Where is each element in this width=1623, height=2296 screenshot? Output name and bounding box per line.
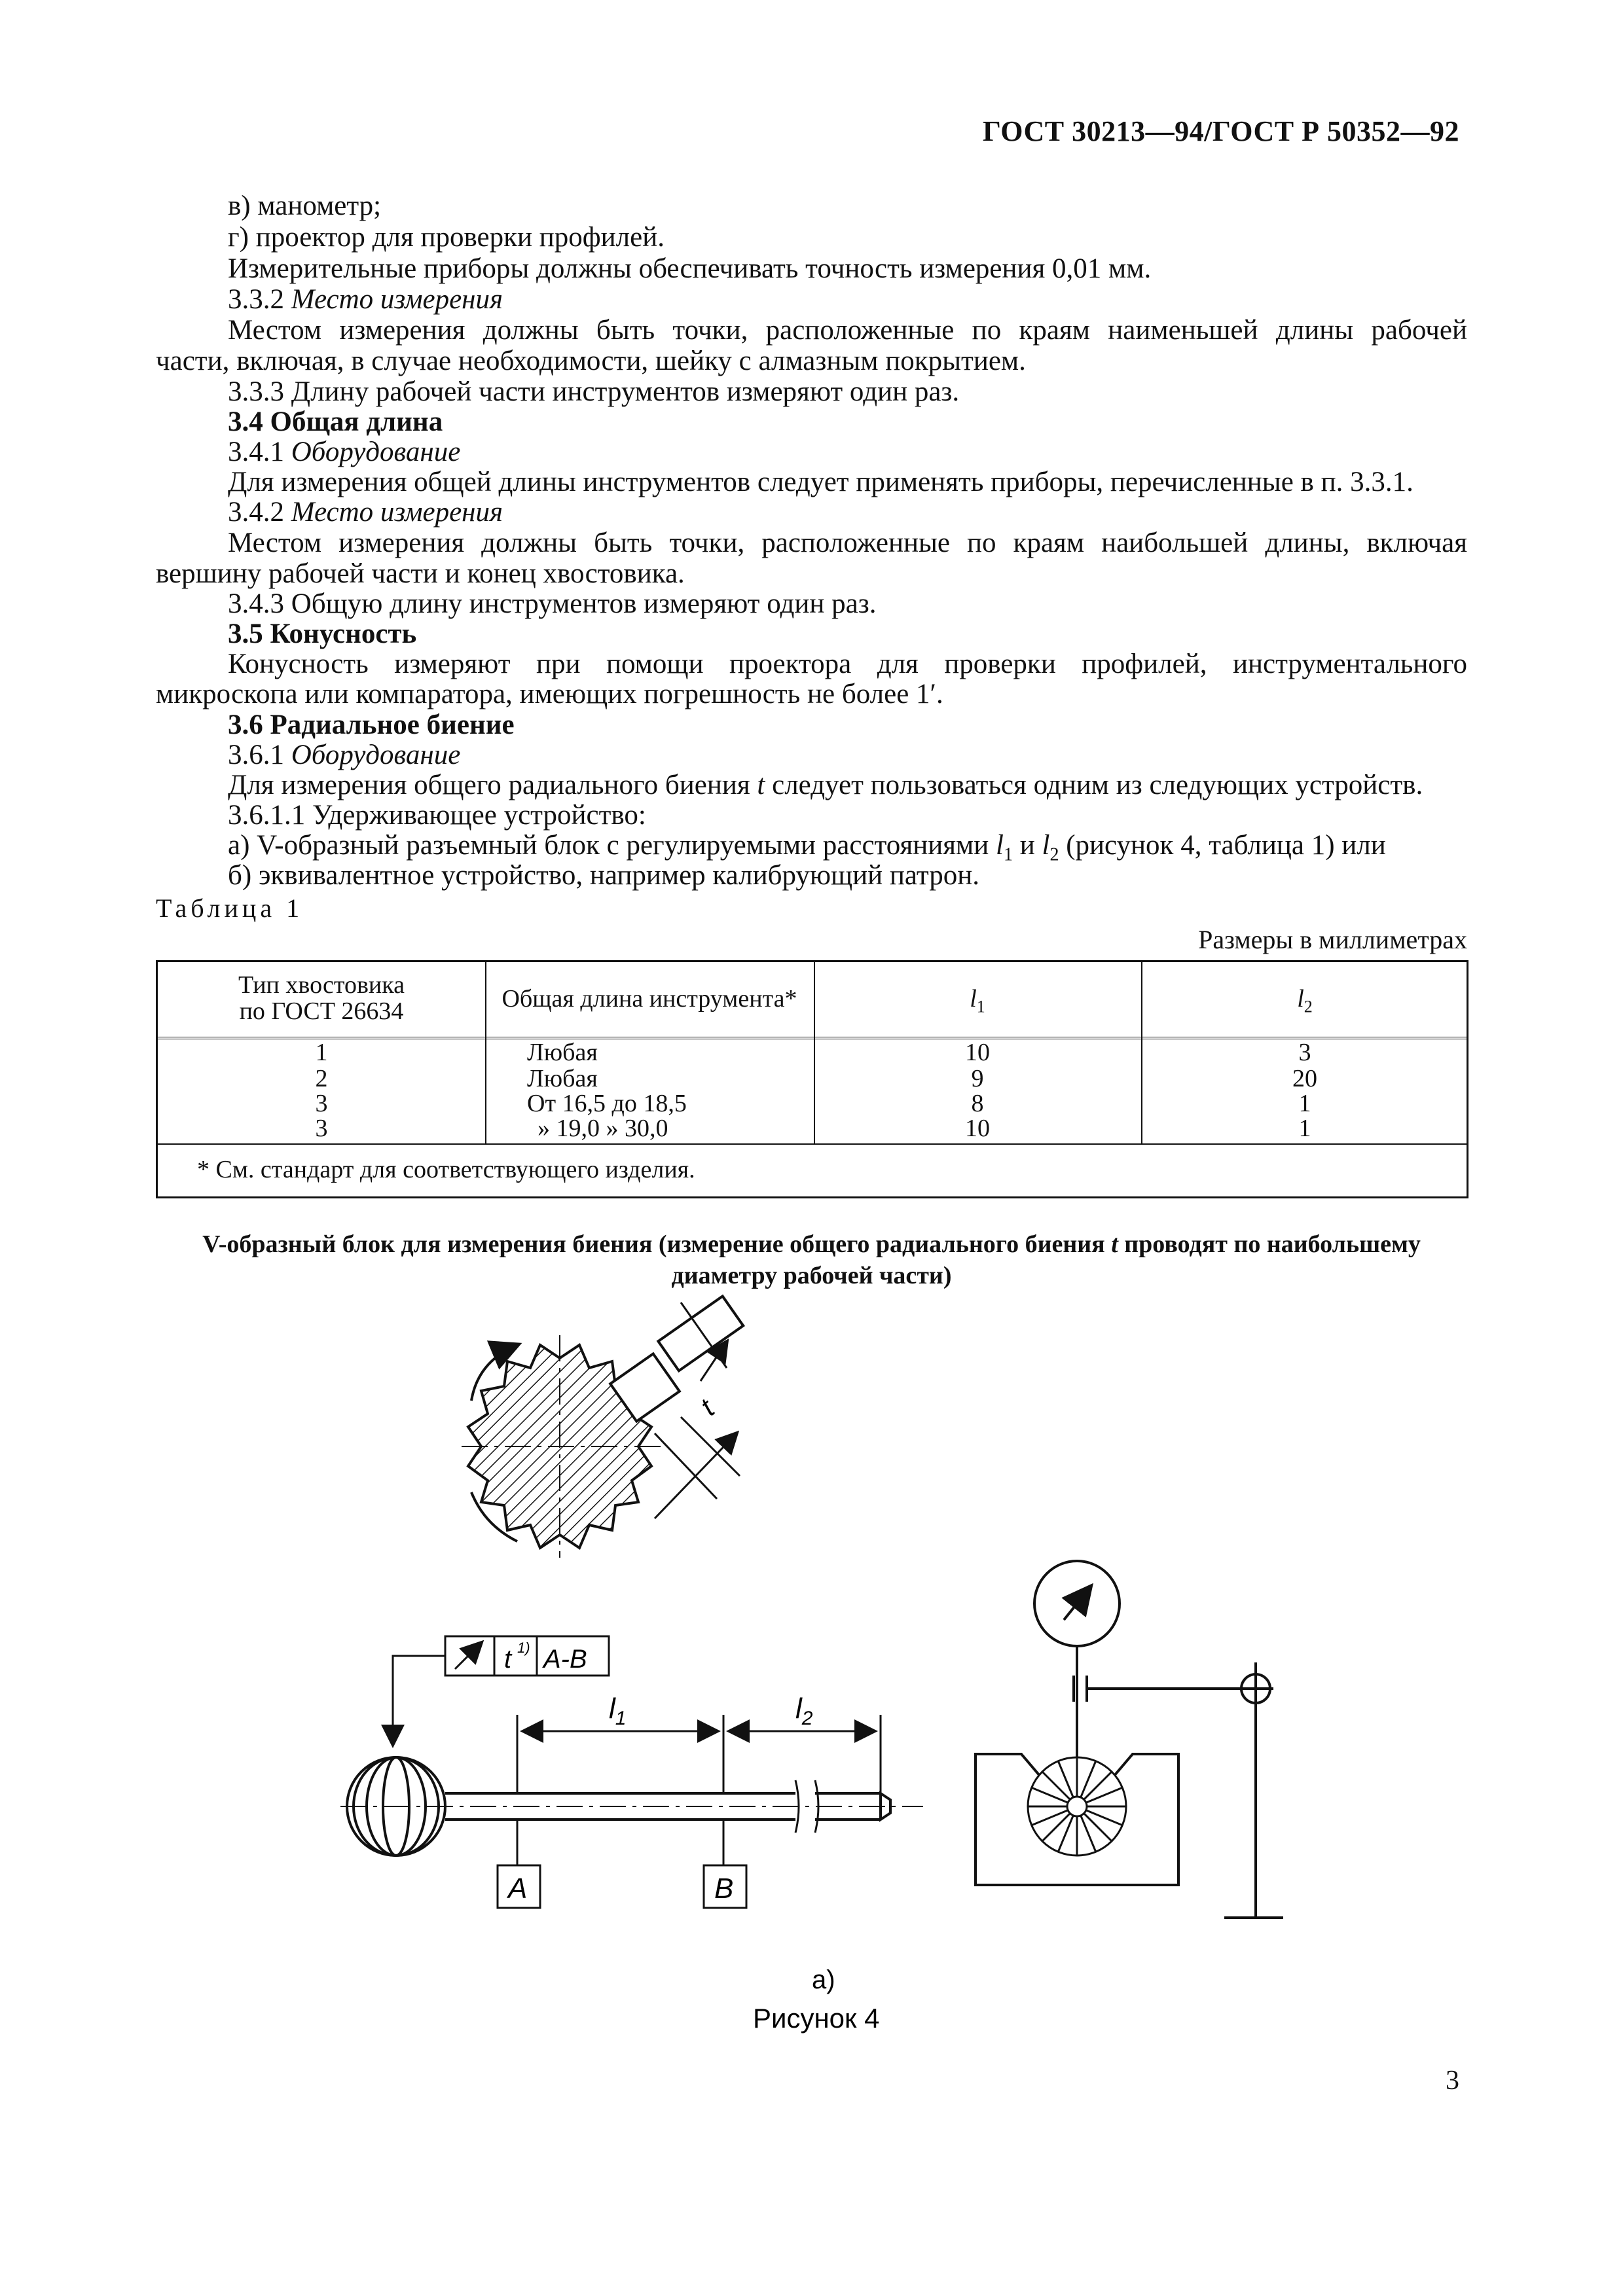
text-line: б) эквивалентное устройство, например калибрующий патрон. <box>228 860 979 891</box>
page-number: 3 <box>1446 2066 1459 2096</box>
section-number: 3.4.2 <box>228 497 284 528</box>
subscript: 2 <box>1049 844 1059 865</box>
cell-type: 3 <box>315 1115 328 1142</box>
section-heading-3-4: 3.4 Общая длина <box>228 406 443 437</box>
cell-length: Любая <box>527 1039 598 1066</box>
section-title: Место измерения <box>291 284 503 315</box>
header-text: l <box>970 985 977 1013</box>
runout-dimension <box>655 1342 740 1518</box>
table-units: Размеры в миллиметрах <box>1198 925 1467 954</box>
variable-t: t <box>757 770 765 800</box>
datum-markers <box>498 1820 746 1908</box>
header-text: Тип хвостовика <box>238 971 405 999</box>
text-line: Измерительные приборы должны обеспечивать точность измерения 0,01 мм. <box>228 253 1152 284</box>
section-title: Оборудование <box>291 437 461 467</box>
variable-l1: l <box>996 830 1004 861</box>
caption-text: проводят по наибольшему <box>1118 1230 1421 1258</box>
caption-variable: t <box>1111 1230 1118 1258</box>
cell-l1: 8 <box>971 1090 984 1117</box>
text-line: микроскопа или компаратора, имеющих погрешность не более 1′. <box>156 679 943 709</box>
shank-holder <box>610 1296 743 1421</box>
dim-l2-label: $l_2$ <box>795 1693 813 1729</box>
cell-type: 3 <box>315 1090 328 1117</box>
section-number: 3.3.2 <box>228 284 284 315</box>
sub-label-a: а) <box>812 1965 835 1994</box>
variable-l2: l <box>1042 830 1050 861</box>
runout-t-label: t <box>694 1393 720 1422</box>
length-dimensions <box>517 1715 881 1793</box>
text-line: 3.4.3 Общую длину инструментов измеряют один раз. <box>228 588 877 619</box>
cell-l2: 3 <box>1298 1039 1311 1066</box>
section-title: Место измерения <box>291 497 503 528</box>
cell-l1: 9 <box>971 1065 984 1092</box>
subscript: 1 <box>976 997 985 1016</box>
subscript: 1 <box>1003 844 1013 865</box>
cell-length: От 16,5 до 18,5 <box>527 1090 687 1117</box>
rotary-bur-end-view <box>1028 1757 1126 1856</box>
header-text: l <box>1297 985 1304 1013</box>
section-heading-3-5: 3.5 Конусность <box>228 619 417 649</box>
figure-number: Рисунок 4 <box>753 2003 880 2034</box>
tol-t: t <box>504 1645 512 1674</box>
text-fragment: Для измерения общего радиального биения <box>228 770 757 800</box>
text-line: Конусность измеряют при помощи проектора для проверки профилей, инструментального <box>228 649 1467 679</box>
cell-type: 1 <box>315 1039 328 1066</box>
cell-l2: 1 <box>1298 1090 1311 1117</box>
text-line: 3.3.3 Длину рабочей части инструментов измеряют один раз. <box>228 376 960 407</box>
caption-text: V-образный блок для измерения биения (измерение общего радиального биения <box>202 1230 1112 1258</box>
table-footnote: * См. стандарт для соответствующего изделия. <box>197 1156 695 1183</box>
text-line: Для измерения общей длины инструментов следует применять приборы, перечисленные в п. 3.3.1. <box>228 467 1413 497</box>
text-fragment: следует пользоваться одним из следующих устройств. <box>765 770 1423 800</box>
section-heading-3-6: 3.6 Радиальное биение <box>228 709 515 740</box>
leader-line <box>393 1656 445 1744</box>
tol-ref: A-B <box>543 1645 587 1674</box>
datum-a: A <box>508 1873 528 1905</box>
cell-type: 2 <box>315 1065 328 1092</box>
subscript: 2 <box>1304 997 1313 1016</box>
section-number: 3.4.1 <box>228 437 284 467</box>
text-fragment: а) V-образный разъемный блок с регулируемыми расстояниями <box>228 830 996 861</box>
text-line: в) манометр; <box>228 190 382 221</box>
text-line: 3.6.1.1 Удерживающее устройство: <box>228 800 646 831</box>
tol-sup: 1) <box>517 1640 530 1656</box>
cell-length: » 19,0 » 30,0 <box>538 1115 668 1142</box>
text-line: Местом измерения должны быть точки, расположенные по краям наименьшей длины рабочей <box>228 315 1467 346</box>
text-line: г) проектор для проверки профилей. <box>228 222 665 253</box>
table-header-total-length: Общая длина инструмента* <box>501 985 797 1013</box>
cell-l2: 1 <box>1298 1115 1311 1142</box>
text-line: Местом измерения должны быть точки, расположенные по краям наибольшей длины, включая <box>228 528 1467 558</box>
section-number: 3.6.1 <box>228 740 284 770</box>
text-line: вершину рабочей части и конец хвостовика. <box>156 558 685 589</box>
caption-text: диаметру рабочей части) <box>671 1262 952 1289</box>
text-fragment: (рисунок 4, таблица 1) или <box>1059 830 1386 861</box>
cell-l2: 20 <box>1292 1065 1317 1092</box>
cell-length: Любая <box>527 1065 598 1092</box>
header-text: по ГОСТ 26634 <box>239 997 404 1025</box>
text-fragment: и <box>1012 830 1042 861</box>
datum-b: B <box>714 1873 734 1905</box>
table-label: Таблица 1 <box>156 893 304 923</box>
cell-l1: 10 <box>965 1039 990 1066</box>
section-title: Оборудование <box>291 740 461 770</box>
cell-l1: 10 <box>965 1115 990 1142</box>
text-line: части, включая, в случае необходимости, шейку с алмазным покрытием. <box>156 346 1026 376</box>
dim-l1-label: $l_1$ <box>609 1693 627 1729</box>
document-header: ГОСТ 30213—94/ГОСТ Р 50352—92 <box>982 115 1459 147</box>
